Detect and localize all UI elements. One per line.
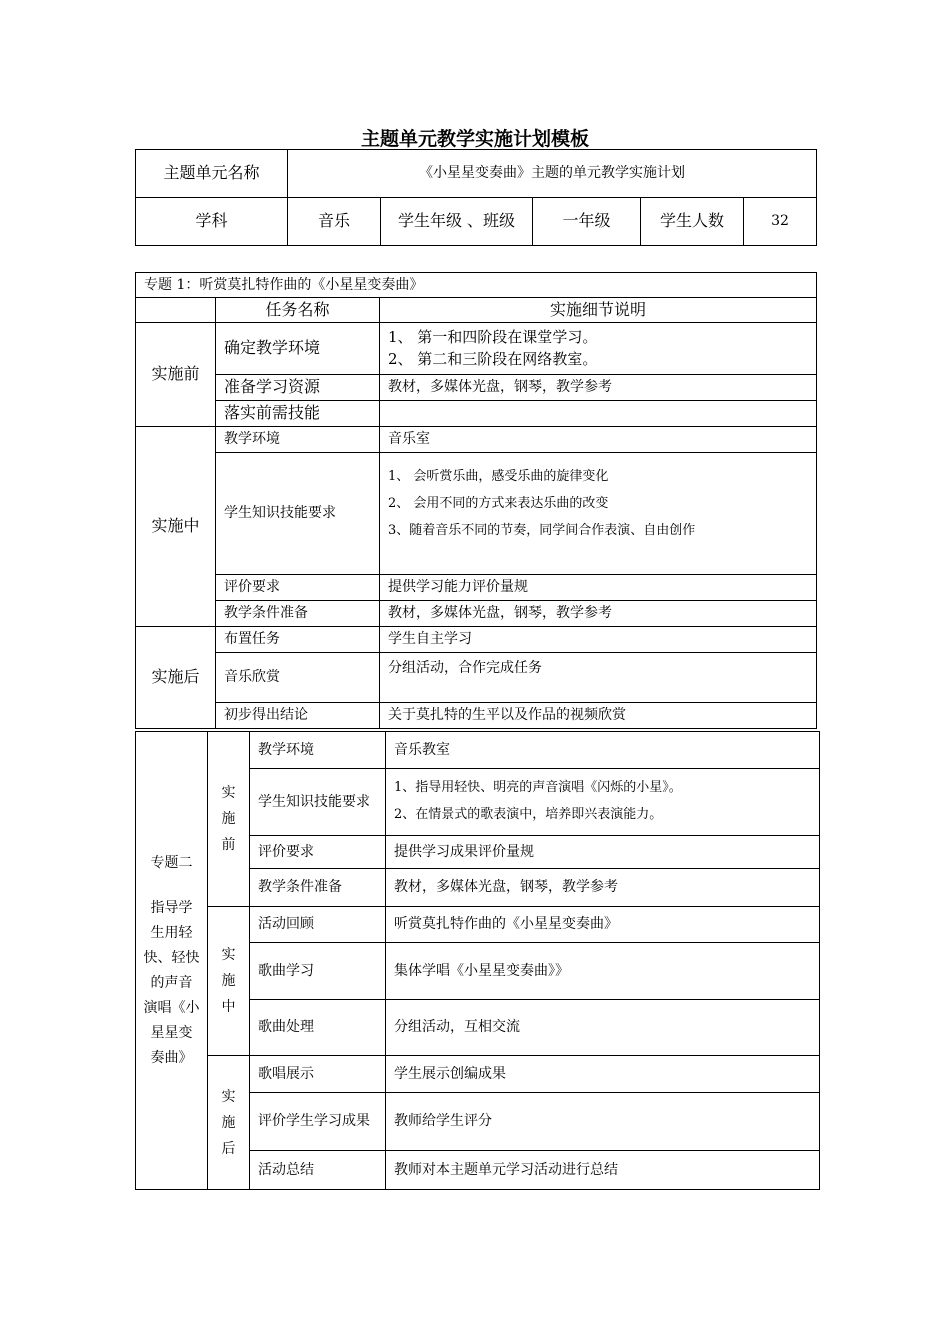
detail-line: 1、 会听赏乐曲，感受乐曲的旋律变化: [388, 469, 609, 484]
grade-value: 一年级: [533, 198, 641, 246]
task-detail: 教材，多媒体光盘，钢琴，教学参考: [380, 375, 817, 401]
header-table: [135, 149, 817, 246]
topic2-table: [135, 731, 820, 1190]
task-name: 准备学习资源: [216, 375, 380, 401]
task-name: 歌唱展示: [250, 1056, 386, 1093]
topic2-label: 专题二: [150, 854, 193, 871]
task-detail: 音乐室: [380, 427, 817, 453]
label-char: 后: [221, 1140, 236, 1157]
topic2-desc-line: 生用轻: [150, 924, 193, 941]
phase-during-label: 实施中: [136, 427, 216, 627]
task-detail: 听赏莫扎特作曲的《小星星变奏曲》: [386, 907, 820, 943]
task-detail: 分组活动，合作完成任务: [380, 653, 817, 703]
topic2-desc-line: 指导学: [150, 899, 193, 916]
task-detail: 提供学习能力评价量规: [380, 575, 817, 601]
unit-name-label: 主题单元名称: [136, 150, 288, 198]
task-name: 歌曲处理: [250, 1000, 386, 1056]
task-detail: [380, 323, 817, 375]
topic2-desc-line: 的声音: [150, 974, 193, 991]
task-detail: 教师给学生评分: [386, 1093, 820, 1151]
task-name: 落实前需技能: [216, 401, 380, 427]
topic2-desc-line: 奏曲》: [150, 1049, 193, 1066]
col-task-header: 任务名称: [216, 298, 380, 323]
topic1-table: [135, 272, 817, 729]
task-name: 评价要求: [216, 575, 380, 601]
task-detail: 提供学习成果评价量规: [386, 836, 820, 869]
topic2-desc-line: 演唱《小: [143, 999, 200, 1016]
task-name: 评价要求: [250, 836, 386, 869]
task-name: 布置任务: [216, 627, 380, 653]
t2-phase-before-label: [208, 732, 250, 907]
topic2-desc-line: 星星变: [150, 1024, 193, 1041]
task-detail: 教材，多媒体光盘，钢琴，教学参考: [380, 601, 817, 627]
label-char: 施: [221, 811, 236, 827]
label-char: 实: [221, 785, 236, 801]
task-detail: [386, 769, 820, 836]
subject-label: 学科: [136, 198, 288, 246]
count-label: 学生人数: [641, 198, 744, 246]
task-name: 学生知识技能要求: [216, 453, 380, 575]
label-char: 前: [221, 837, 236, 853]
topic2-desc-line: 快、轻快: [143, 949, 200, 966]
label-char: 实: [221, 947, 236, 963]
task-name: 教学环境: [250, 732, 386, 769]
task-name: 初步得出结论: [216, 703, 380, 729]
phase-after-label: 实施后: [136, 627, 216, 729]
label-char: 施: [221, 1114, 236, 1131]
detail-line: 2、 会用不同的方式来表达乐曲的改变: [388, 495, 609, 511]
task-name: 确定教学环境: [216, 323, 380, 375]
col-detail-header: 实施细节说明: [380, 298, 817, 323]
task-detail: 教材，多媒体光盘，钢琴，教学参考: [386, 869, 820, 907]
t2-phase-after-label: [208, 1056, 250, 1190]
subject-value: 音乐: [288, 198, 381, 246]
phase-before-label: 实施前: [136, 323, 216, 427]
label-char: 施: [221, 973, 236, 989]
count-value: 32: [744, 198, 817, 246]
detail-line: 2、 第二和三阶段在网络教室。: [388, 350, 598, 368]
page-title: 主题单元教学实施计划模板: [360, 128, 589, 150]
blank-cell: [136, 298, 216, 323]
task-name: 学生知识技能要求: [250, 769, 386, 836]
task-detail: 关于莫扎特的生平以及作品的视频欣赏: [380, 703, 817, 729]
label-char: 中: [221, 999, 236, 1015]
detail-line: 1、指导用轻快、明亮的声音演唱《闪烁的小星》。: [394, 780, 682, 796]
task-detail: 学生展示创编成果: [386, 1056, 820, 1093]
detail-line: 1、 第一和四阶段在课堂学习。: [388, 327, 598, 346]
detail-line: 3、随着音乐不同的节奏，同学间合作表演、自由创作: [388, 522, 696, 538]
task-detail: [380, 401, 817, 427]
task-name: 活动回顾: [250, 907, 386, 943]
t2-phase-during-label: [208, 907, 250, 1056]
task-detail: 学生自主学习: [380, 627, 817, 653]
grade-label: 学生年级 、班级: [381, 198, 533, 246]
task-detail: 分组活动，互相交流: [386, 1000, 820, 1056]
task-detail: [380, 453, 817, 575]
detail-line: 2、在情景式的歌表演中，培养即兴表演能力。: [394, 807, 663, 822]
label-char: 实: [221, 1088, 236, 1105]
task-name: 教学环境: [216, 427, 380, 453]
task-name: 教学条件准备: [250, 869, 386, 907]
task-detail: 音乐教室: [386, 732, 820, 769]
task-name: 教学条件准备: [216, 601, 380, 627]
topic2-label-cell: [136, 732, 208, 1190]
task-detail: 教师对本主题单元学习活动进行总结: [386, 1151, 820, 1190]
task-name: 评价学生学习成果: [250, 1093, 386, 1151]
topic1-title: 专题 1：听赏莫扎特作曲的《小星星变奏曲》: [136, 273, 817, 298]
task-name: 音乐欣赏: [216, 653, 380, 703]
task-name: 活动总结: [250, 1151, 386, 1190]
unit-name-value: 《小星星变奏曲》主题的单元教学实施计划: [288, 150, 817, 198]
topic2-desc: [142, 896, 201, 1071]
task-name: 歌曲学习: [250, 943, 386, 1000]
task-detail: 集体学唱《小星星变奏曲》》: [386, 943, 820, 1000]
